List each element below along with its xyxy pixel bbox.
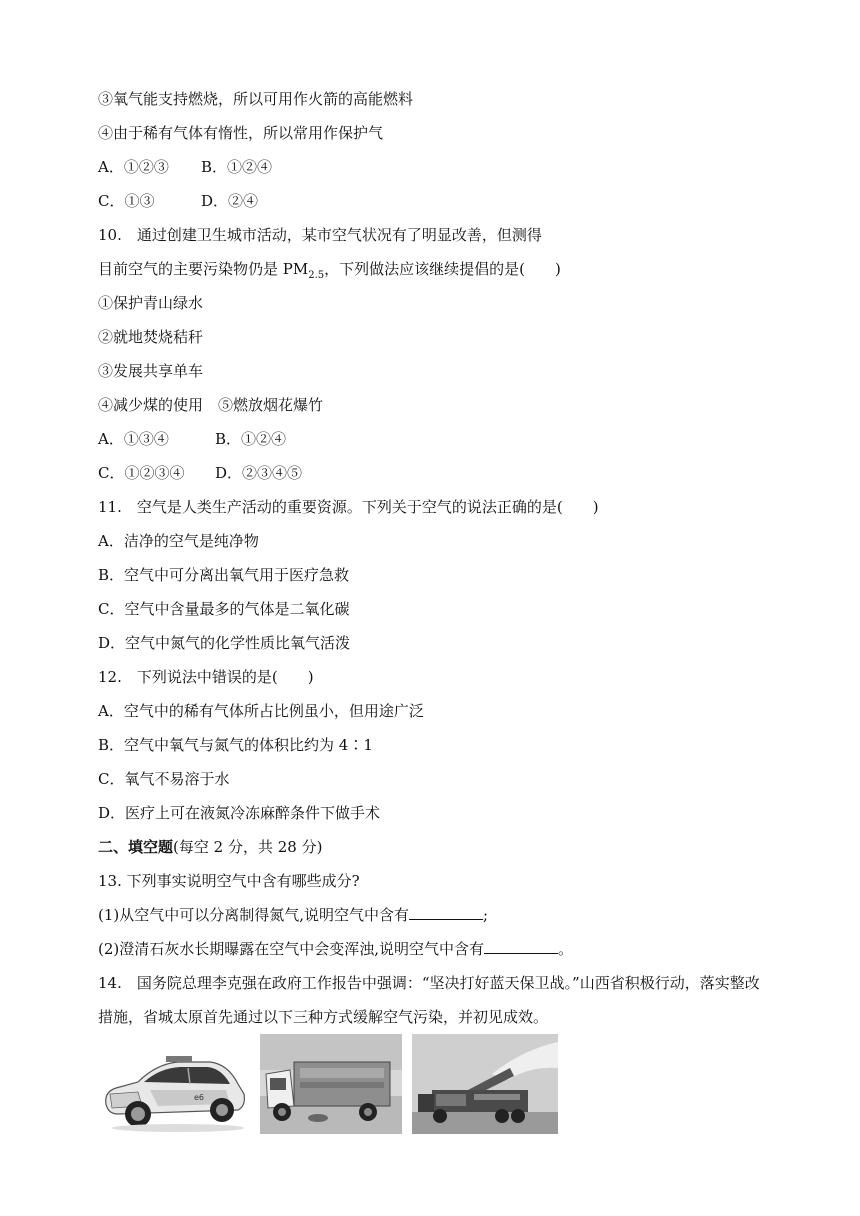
q11-option-d: D．空气中氮气的化学性质比氧气活泼: [98, 634, 351, 652]
q13-part-1-end: ;: [483, 906, 489, 924]
q12-option-b: B．空气中氧气与氮气的体积比约为 4∶1: [98, 736, 373, 754]
q9-option-b: B．①②④: [201, 158, 273, 176]
q13-part-2: [98, 939, 573, 959]
q14-stem-2: 措施，省城太原首先通过以下三种方式缓解空气污染，并初见成效。: [98, 1008, 549, 1026]
q10-option-c: C．①②③④: [98, 464, 185, 482]
section-2-scoring: (每空 2 分，共 28 分): [173, 838, 323, 856]
q9-option-c: C．①③: [98, 192, 155, 210]
street-sweeper-photo: [260, 1034, 402, 1134]
answer-blank-2[interactable]: [484, 939, 558, 954]
section-2-heading: [98, 837, 322, 857]
q10-item-1: ①保护青山绿水: [98, 294, 204, 312]
fog-cannon-truck-photo: [412, 1034, 558, 1134]
q13-part-2-text: (2)澄清石灰水长期曝露在空气中会变浑浊,说明空气中含有: [98, 940, 485, 958]
q13-part-1-text: (1)从空气中可以分离制得氮气,说明空气中含有: [98, 906, 410, 924]
q11-option-a: A．洁净的空气是纯净物: [98, 532, 259, 550]
q11-option-c: C．空气中含量最多的气体是二氧化碳: [98, 600, 350, 618]
q10-option-d: D．②③④⑤: [215, 464, 303, 482]
q13-part-1: [98, 905, 488, 925]
q9-option-a: A．①②③: [98, 158, 169, 176]
q10-item-2: ②就地焚烧秸秆: [98, 328, 204, 346]
q11-option-b: B．空气中可分离出氧气用于医疗急救: [98, 566, 350, 584]
q12-stem: 12. 下列说法中错误的是( ): [98, 668, 314, 686]
q9-options-ab: [98, 157, 273, 177]
q12-option-a: A．空气中的稀有气体所占比例虽小，但用途广泛: [98, 702, 424, 720]
q9-option-d: D．②④: [201, 192, 259, 210]
electric-taxi-photo: [98, 1034, 248, 1134]
q13-part-2-end: 。: [558, 940, 574, 958]
statement-4: ④由于稀有气体有惰性，所以常用作保护气: [98, 124, 384, 142]
q14-stem-1: 14. 国务院总理李克强在政府工作报告中强调：“坚决打好蓝天保卫战。”山西省积极行动，落实整改: [98, 974, 760, 992]
q10-stem-1: 10. 通过创建卫生城市活动，某市空气状况有了明显改善，但测得: [98, 226, 542, 244]
q10-option-a: A．①③④: [98, 430, 169, 448]
q10-stem-2: [98, 259, 561, 286]
q10-stem-2-tail: ，下列做法应该继续提倡的是( ): [324, 260, 561, 278]
q10-item-4-5: ④减少煤的使用 ⑤燃放烟花爆竹: [98, 396, 324, 414]
q13-stem: 13. 下列事实说明空气中含有哪些成分?: [98, 872, 360, 890]
q10-item-3: ③发展共享单车: [98, 362, 204, 380]
statement-3: ③氧气能支持燃烧，所以可用作火箭的高能燃料: [98, 90, 414, 108]
pm-subscript: 2.5: [308, 270, 325, 281]
q9-options-cd: [98, 191, 259, 211]
car-plate-text: e6: [194, 1093, 205, 1102]
section-2-title: 二、填空题: [98, 838, 174, 856]
q10-stem-2-text: 目前空气的主要污染物仍是 PM: [98, 260, 309, 278]
q10-option-b: B．①②④: [215, 430, 287, 448]
answer-blank-1[interactable]: [409, 905, 483, 920]
q10-options-cd: [98, 463, 303, 483]
q10-options-ab: [98, 429, 287, 449]
q12-option-d: D．医疗上可在液氮冷冻麻醉条件下做手术: [98, 804, 381, 822]
q14-photos: [98, 1034, 558, 1134]
q11-stem: 11. 空气是人类生产活动的重要资源。下列关于空气的说法正确的是( ): [98, 498, 599, 516]
q12-option-c: C．氧气不易溶于水: [98, 770, 230, 788]
